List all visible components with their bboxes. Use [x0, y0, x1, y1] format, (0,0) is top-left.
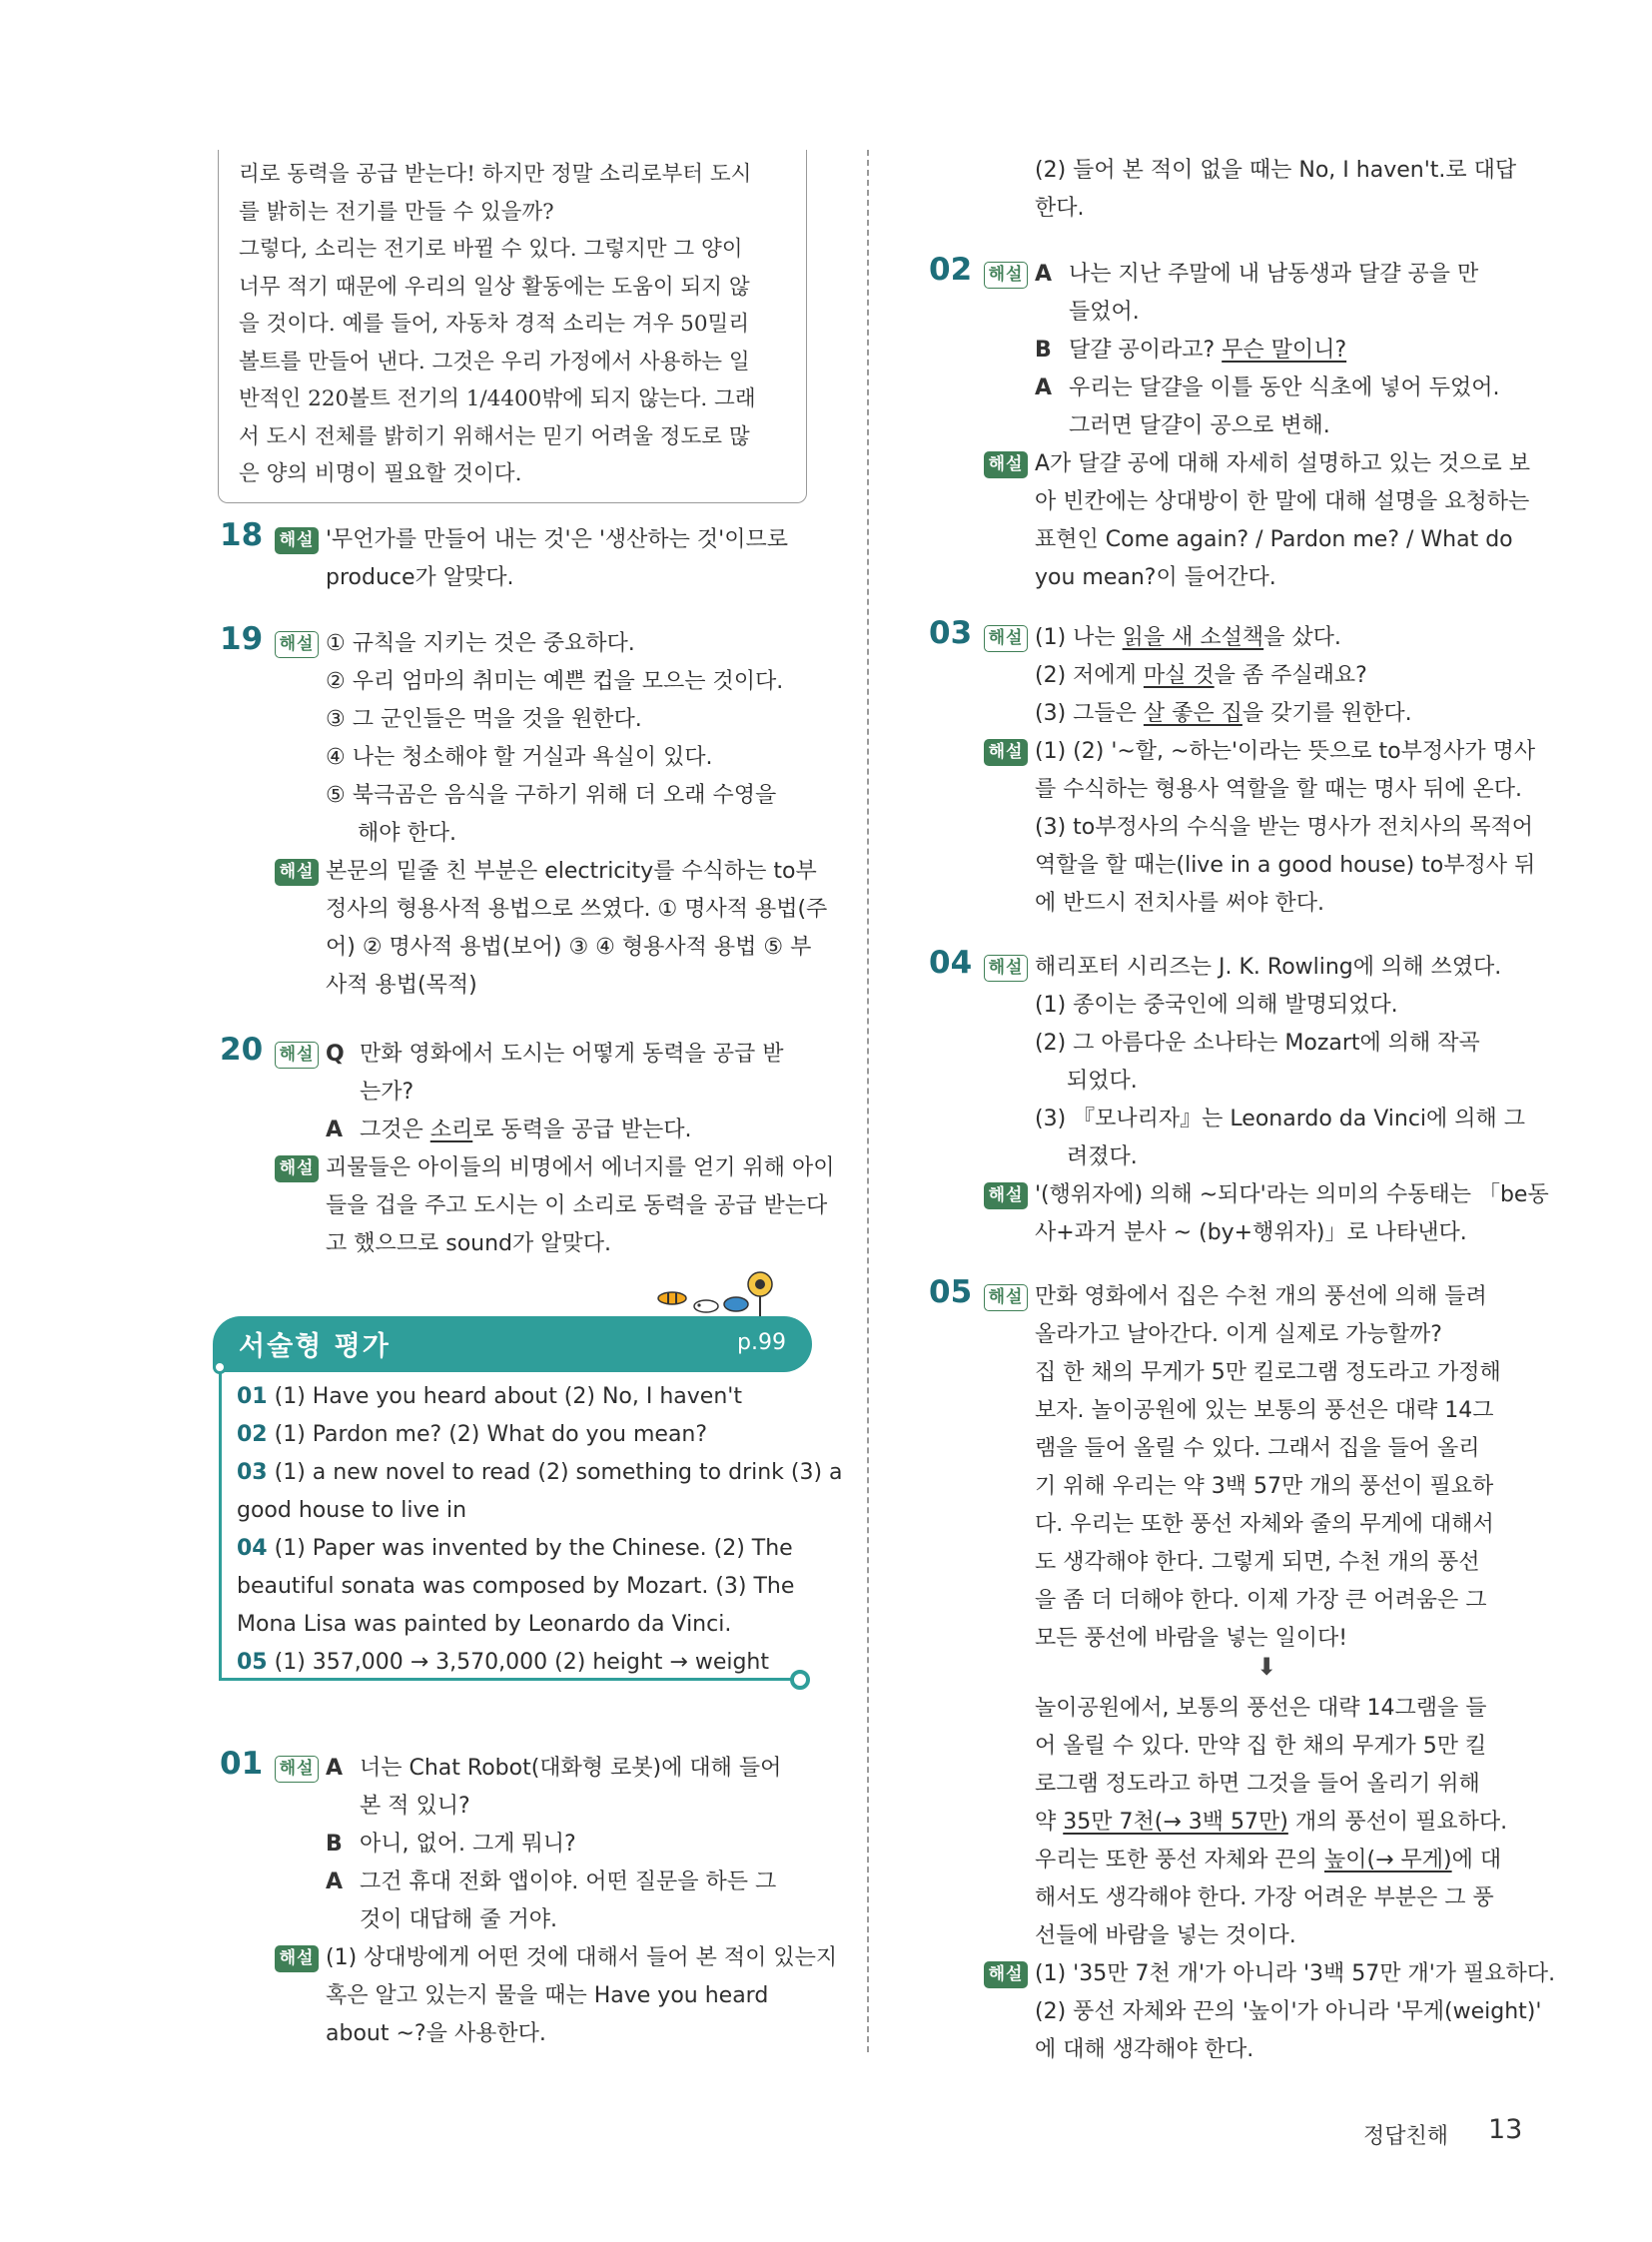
translation-line: 려졌다. [1067, 1144, 1138, 1169]
choice-line: ① 규칙을 지키는 것은 중요하다. [326, 631, 635, 656]
choice-line: ④ 나는 청소해야 할 거실과 욕실이 있다. [326, 745, 713, 770]
translation-line: (3) 그들은 살 좋은 집을 갖기를 원한다. [1035, 701, 1412, 726]
answer-line: 01 (1) Have you heard about (2) No, I haven't [237, 1384, 742, 1409]
question-18 [220, 517, 819, 601]
passage-line: 반적인 220볼트 전기의 1/4400밖에 되지 않는다. 그래 [239, 386, 756, 411]
arrow-down-icon: ⬇ [1256, 1653, 1277, 1681]
corrected-line: 놀이공원에서, 보통의 풍선은 대략 14그램을 들 [1035, 1696, 1487, 1721]
passage-translation-box [218, 150, 807, 503]
explanation-badge: 해설 [275, 1155, 319, 1182]
speaker-label: A [326, 1118, 344, 1142]
question-number: 03 [929, 615, 973, 651]
choice-line: 해야 한다. [358, 821, 456, 846]
explanation-badge: 해설 [275, 527, 319, 554]
explanation-line: 에 반드시 전치사를 써야 한다. [1035, 891, 1324, 916]
corrected-line: 선들에 바람을 넣는 것이다. [1035, 1923, 1296, 1948]
explanation-line: (1) (2) '~할, ~하는'이라는 뜻으로 to부정사가 명사 [1035, 739, 1536, 764]
translation-line: 집 한 채의 무게가 5만 킬로그램 정도라고 가정해 [1035, 1360, 1501, 1385]
translation-line: (2) 그 아름다운 소나타는 Mozart에 의해 작곡 [1035, 1031, 1480, 1056]
translation-line: 기 위해 우리는 약 3백 57만 개의 풍선이 필요하 [1035, 1474, 1494, 1499]
dialog-line: 것이 대답해 줄 거야. [360, 1907, 557, 1932]
translation-line: (2) 저에게 마실 것을 좀 주실래요? [1035, 663, 1367, 688]
translation-line: 되었다. [1067, 1069, 1138, 1094]
explanation-line: 어) ② 명사적 용법(보어) ③ ④ 형용사적 용법 ⑤ 부 [326, 935, 812, 960]
assessment-03 [929, 615, 1536, 929]
explanation-line: 괴물들은 아이들의 비명에서 에너지를 얻기 위해 아이 [326, 1155, 835, 1180]
explanation-line: you mean?이 들어간다. [1035, 565, 1276, 590]
assessment-04 [929, 945, 1549, 1258]
answer-line: 03 (1) a new novel to read (2) something to drink (3) a [237, 1460, 843, 1485]
explanation-line: 아 빈칸에는 상대방이 한 말에 대해 설명을 요청하는 [1035, 489, 1530, 514]
underlined-correction: 35만 7천(→ 3백 57만) [1063, 1810, 1288, 1835]
explanation-badge: 해설 [984, 451, 1028, 478]
question-number: 18 [220, 517, 264, 553]
speaker-label: A [326, 1756, 344, 1781]
passage-line: 은 양의 비명이 필요할 것이다. [239, 461, 522, 486]
underlined-answer: 무슨 말이니? [1222, 338, 1347, 363]
question-number: 05 [929, 1274, 973, 1310]
translation-badge: 해설 [275, 1042, 319, 1069]
dialog-line: 는가? [360, 1080, 414, 1105]
choice-line: ② 우리 엄마의 취미는 예쁜 컵을 모으는 것이다. [326, 669, 784, 694]
question-20 [220, 1032, 835, 1265]
explanation-line: '무언가를 만들어 내는 것'은 '생산하는 것'이므로 [326, 527, 788, 552]
passage-line: 그렇다, 소리는 전기로 바뀔 수 있다. 그렇지만 그 양이 [239, 237, 743, 262]
underlined-answer: 마실 것 [1143, 663, 1215, 688]
answer-line: 05 (1) 357,000 → 3,570,000 (2) height → weight [237, 1650, 770, 1675]
translation-line: (1) 나는 읽을 새 소설책을 샀다. [1035, 625, 1341, 650]
translation-line: (3) 『모나리자』는 Leonardo da Vinci에 의해 그 [1035, 1107, 1526, 1131]
passage-line: 를 밝히는 전기를 만들 수 있을까? [239, 199, 554, 225]
translation-line: 도 생각해야 한다. 그렇게 되면, 수천 개의 풍선 [1035, 1550, 1480, 1575]
translation-badge: 해설 [275, 631, 319, 658]
translation-line: 보자. 놀이공원에 있는 보통의 풍선은 대략 14그 [1035, 1398, 1494, 1423]
explanation-line: (1) '35만 7천 개'가 아니라 '3백 57만 개'가 필요하다. [1035, 1961, 1556, 1986]
frame-dot [213, 1360, 227, 1374]
translation-line: (1) 종이는 중국인에 의해 발명되었다. [1035, 993, 1398, 1018]
explanation-line: 고 했으므로 sound가 알맞다. [326, 1231, 612, 1256]
explanation-line: 사+과거 분사 ~ (by+행위자)」로 나타낸다. [1035, 1220, 1467, 1245]
underlined-answer: 읽을 새 소설책 [1122, 625, 1264, 650]
translation-line: 을 좀 더 더해야 한다. 이제 가장 큰 어려움은 그 [1035, 1588, 1487, 1613]
explanation-line: 정사의 형용사적 용법으로 쓰였다. ① 명사적 용법(주 [326, 897, 828, 922]
explanation-badge: 해설 [984, 1182, 1028, 1209]
explanation-badge: 해설 [275, 859, 319, 886]
speaker-label: Q [326, 1042, 345, 1067]
answer-line: 02 (1) Pardon me? (2) What do you mean? [237, 1422, 708, 1447]
corrected-line: 약 35만 7천(→ 3백 57만) 개의 풍선이 필요하다. [1035, 1810, 1508, 1835]
underlined-answer: 살 좋은 집 [1143, 701, 1242, 726]
translation-badge: 해설 [984, 1284, 1028, 1311]
question-number: 01 [220, 1746, 264, 1782]
frame-dot [790, 1670, 810, 1690]
choice-line: ③ 그 군인들은 먹을 것을 원한다. [326, 707, 642, 732]
explanation-line: 본문의 밑줄 친 부분은 electricity를 수식하는 to부 [326, 859, 817, 884]
assessment-05 [929, 1274, 1556, 2077]
explanation-line: 혹은 알고 있는지 물을 때는 Have you heard [326, 1983, 769, 2008]
explanation-badge: 해설 [984, 739, 1028, 766]
explanation-line: 를 수식하는 형용사 역할을 할 때는 명사 뒤에 온다. [1035, 777, 1522, 802]
choice-line: ⑤ 북극곰은 음식을 구하기 위해 더 오래 수영을 [326, 783, 777, 808]
underlined-correction: 높이(→ 무게) [1324, 1848, 1452, 1872]
explanation-line: 에 대해 생각해야 한다. [1035, 2037, 1254, 2062]
page-number: 13 [1488, 2114, 1523, 2145]
translation-line: 다. 우리는 또한 풍선 자체와 줄의 무게에 대해서 [1035, 1512, 1494, 1537]
translation-badge: 해설 [984, 262, 1028, 289]
column-divider [867, 150, 869, 2052]
explanation-line: 표현인 Come again? / Pardon me? / What do [1035, 527, 1513, 552]
passage-line: 리로 동력을 공급 받는다! 하지만 정말 소리로부터 도시 [239, 162, 752, 187]
explanation-line: (2) 들어 본 적이 없을 때는 No, I haven't.로 대답 [1035, 158, 1517, 183]
translation-line: 램을 들어 올릴 수 있다. 그래서 집을 들어 올리 [1035, 1436, 1480, 1461]
assessment-01 [220, 1746, 838, 2049]
passage-line: 너무 적기 때문에 우리의 일상 활동에는 도움이 되지 않 [239, 274, 750, 300]
section-title: 서술형 평가 [239, 1331, 391, 1362]
answer-line: beautiful sonata was composed by Mozart. (3) The [237, 1574, 795, 1599]
passage-line: 서 도시 전체를 밝히기 위해서는 믿기 어려울 정도로 많 [239, 423, 750, 449]
translation-badge: 해설 [984, 625, 1028, 652]
dialog-line: 들었어. [1069, 300, 1140, 325]
translation-line: 만화 영화에서 집은 수천 개의 풍선에 의해 들려 [1035, 1284, 1487, 1309]
speaker-label: A [326, 1869, 344, 1894]
dialog-line: 본 적 있니? [360, 1794, 470, 1819]
explanation-line: 한다. [1035, 196, 1085, 221]
translation-line: 해리포터 시리즈는 J. K. Rowling에 의해 쓰였다. [1035, 955, 1502, 980]
translation-line: 올라가고 날아간다. 이게 실제로 가능할까? [1035, 1322, 1442, 1347]
dialog-line: 그러면 달걀이 공으로 변해. [1069, 413, 1330, 438]
explanation-line: (2) 풍선 자체와 끈의 '높이'가 아니라 '무게(weight)' [1035, 1999, 1542, 2024]
dialog-line: 만화 영화에서 도시는 어떻게 동력을 공급 받 [360, 1042, 784, 1067]
corrected-line: 로그램 정도라고 하면 그것을 들어 올리기 위해 [1035, 1772, 1480, 1797]
dialog-line: 너는 Chat Robot(대화형 로봇)에 대해 들어 [360, 1756, 782, 1781]
explanation-line: about ~?을 사용한다. [326, 2021, 546, 2046]
answer-line: good house to live in [237, 1498, 467, 1523]
explanation-line: (1) 상대방에게 어떤 것에 대해서 들어 본 적이 있는지 [326, 1945, 838, 1970]
passage-line: 을 것이다. 예를 들어, 자동차 경적 소리는 겨우 50밀리 [239, 312, 750, 337]
speaker-label: A [1035, 262, 1053, 287]
question-number: 02 [929, 252, 973, 288]
translation-badge: 해설 [275, 1756, 319, 1783]
dialog-line: 그것은 소리로 동력을 공급 받는다. [360, 1118, 692, 1142]
answer-line: Mona Lisa was painted by Leonardo da Vinci. [237, 1612, 732, 1637]
explanation-line: produce가 알맞다. [326, 565, 514, 590]
explanation-badge: 해설 [984, 1961, 1028, 1988]
assessment-01-continued [929, 152, 1528, 232]
speaker-label: A [1035, 375, 1053, 400]
corrected-line: 우리는 또한 풍선 자체와 끈의 높이(→ 무게)에 대 [1035, 1848, 1502, 1872]
passage-line: 볼트를 만들어 낸다. 그것은 우리 가정에서 사용하는 일 [239, 349, 750, 374]
translation-line: 모든 풍선에 바람을 넣는 일이다! [1035, 1626, 1348, 1651]
explanation-line: 역할을 할 때는(live in a good house) to부정사 뒤 [1035, 853, 1536, 878]
question-number: 19 [220, 621, 264, 657]
dialog-line: 달걀 공이라고? 무슨 말이니? [1069, 338, 1347, 363]
written-assessment-box [213, 1316, 843, 1696]
question-number: 20 [220, 1032, 264, 1068]
explanation-badge: 해설 [275, 1945, 319, 1972]
dialog-line: 아니, 없어. 그게 뭐니? [360, 1832, 576, 1857]
explanation-line: 들을 겁을 주고 도시는 이 소리로 동력을 공급 받는다 [326, 1193, 828, 1218]
translation-badge: 해설 [984, 955, 1028, 982]
frame-line [219, 1366, 222, 1680]
explanation-line: 사적 용법(목적) [326, 973, 477, 998]
speaker-label: B [326, 1832, 343, 1857]
dialog-line: 나는 지난 주말에 내 남동생과 달걀 공을 만 [1069, 262, 1479, 287]
corrected-line: 어 올릴 수 있다. 만약 집 한 채의 무게가 5만 킬 [1035, 1734, 1487, 1759]
corrected-line: 해서도 생각해야 한다. 가장 어려운 부분은 그 풍 [1035, 1885, 1494, 1910]
speaker-label: B [1035, 338, 1052, 363]
question-19 [220, 621, 828, 1005]
question-number: 04 [929, 945, 973, 981]
page-reference: p.99 [737, 1330, 786, 1355]
dialog-line: 그건 휴대 전화 앱이야. 어떤 질문을 하든 그 [360, 1869, 777, 1894]
underlined-answer: 소리 [429, 1118, 473, 1142]
footer-book-label: 정답친해 [1363, 2124, 1449, 2149]
explanation-line: '(행위자에) 의해 ~되다'라는 의미의 수동태는 「be동 [1035, 1182, 1549, 1207]
explanation-line: (3) to부정사의 수식을 받는 명사가 전치사의 목적어 [1035, 815, 1533, 840]
dialog-line: 우리는 달걀을 이틀 동안 식초에 넣어 두었어. [1069, 375, 1500, 400]
assessment-02 [929, 252, 1531, 595]
explanation-line: A가 달걀 공에 대해 자세히 설명하고 있는 것으로 보 [1035, 451, 1531, 476]
answer-line: 04 (1) Paper was invented by the Chinese. (2) The [237, 1536, 793, 1561]
